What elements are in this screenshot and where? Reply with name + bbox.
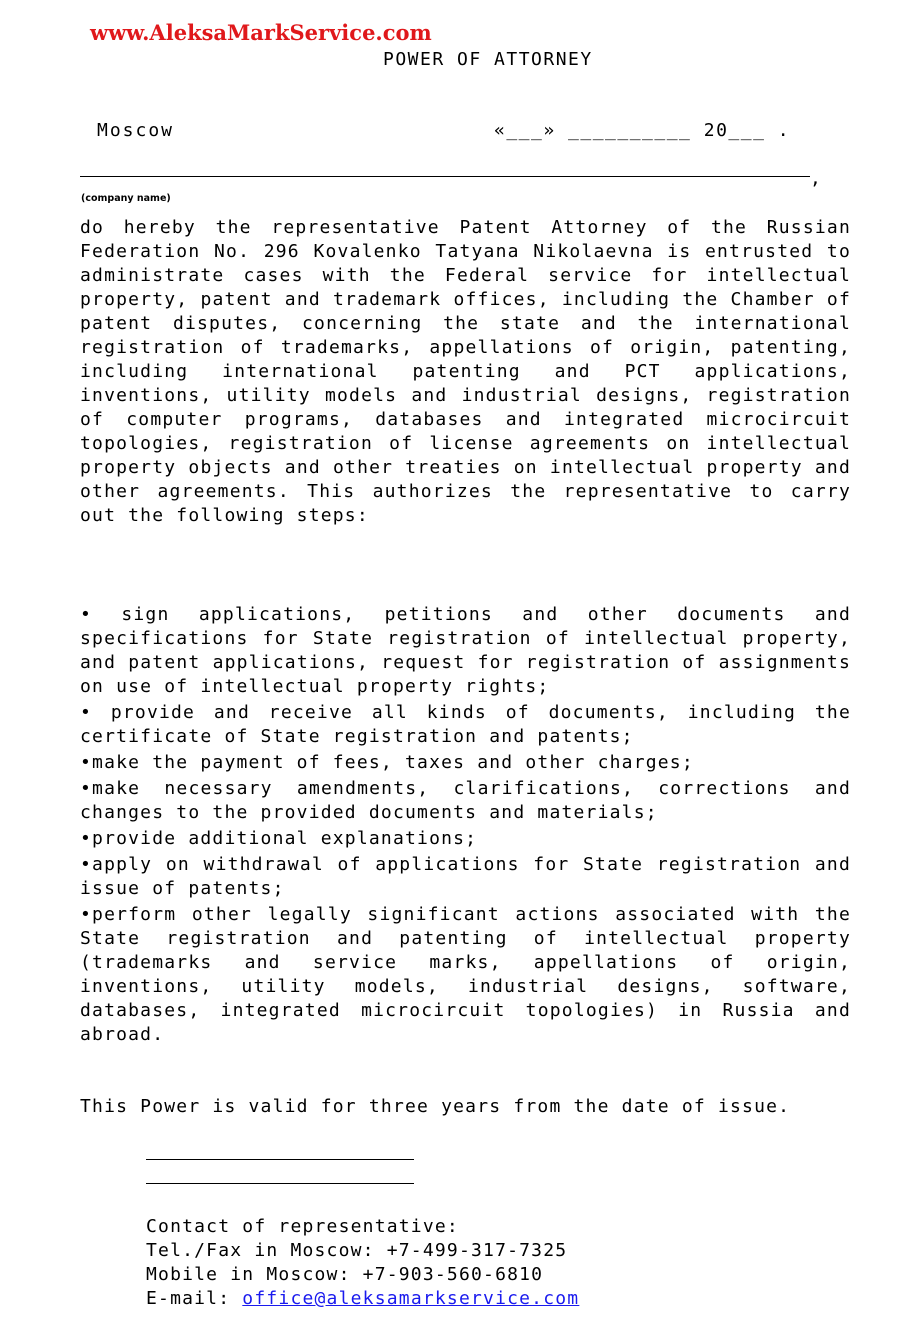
step-item: •make necessary amendments, clarifications, corrections and changes to the provided documents and materials;: [80, 778, 851, 823]
contact-heading: Contact of representative:: [146, 1216, 459, 1237]
step-item: •perform other legally significant actions associated with the State registration and patenting of intellectual property (trademarks and service marks, appellations of origin, inventions, utility models, industrial designs, software, databases, integrated microcircuit topologies) in Russia and abroad.: [80, 904, 851, 1045]
company-comma: ,: [810, 168, 821, 189]
contact-block: [146, 1215, 579, 1311]
company-name-caption: (company name): [81, 193, 171, 204]
steps-list: [80, 603, 851, 1049]
validity-statement: This Power is valid for three years from the date of issue.: [80, 1096, 791, 1117]
step-item: •provide additional explanations;: [80, 828, 478, 849]
step-item: •make the payment of fees, taxes and other charges;: [80, 752, 694, 773]
contact-tel: Tel./Fax in Moscow: +7-499-317-7325: [146, 1240, 568, 1261]
city: Moscow: [97, 120, 175, 141]
email-link[interactable]: office@aleksamarkservice.com: [242, 1288, 580, 1309]
company-name-line: [80, 176, 810, 177]
document-title: POWER OF ATTORNEY: [383, 49, 593, 70]
email-label: E-mail:: [146, 1288, 243, 1309]
site-url: www.AleksaMarkService.com: [90, 20, 432, 45]
contact-email-row: [146, 1287, 579, 1311]
step-item: • sign applications, petitions and other documents and specifications for State registration of intellectual property, and patent applications, request for registration of assignments on use of intellectual property rights;: [80, 604, 851, 697]
date-blank: «___» __________ 20___ .: [494, 120, 791, 141]
signature-line: [146, 1159, 414, 1160]
step-item: • provide and receive all kinds of documents, including the certificate of State registration and patents;: [80, 702, 851, 747]
main-paragraph: do hereby the representative Patent Attorney of the Russian Federation No. 296 Kovalenko Tatyana Nikolaevna is entrusted to administrate cases with the Federal service for intellectual property, patent and trademark offices, including the Chamber of patent disputes, concerning the state and the international registration of trademarks, appellations of origin, patenting, including international patenting and PCT applications, inventions, utility models and industrial designs, registration of computer programs, databases and integrated microcircuit topologies, registration of license agreements on intellectual property objects and other treaties on intellectual property and other agreements. This authorizes the representative to carry out the following steps:: [80, 217, 851, 526]
contact-mobile: Mobile in Moscow: +7-903-560-6810: [146, 1264, 544, 1285]
step-item: •apply on withdrawal of applications for State registration and issue of patents;: [80, 854, 851, 899]
signature-line: [146, 1183, 414, 1184]
